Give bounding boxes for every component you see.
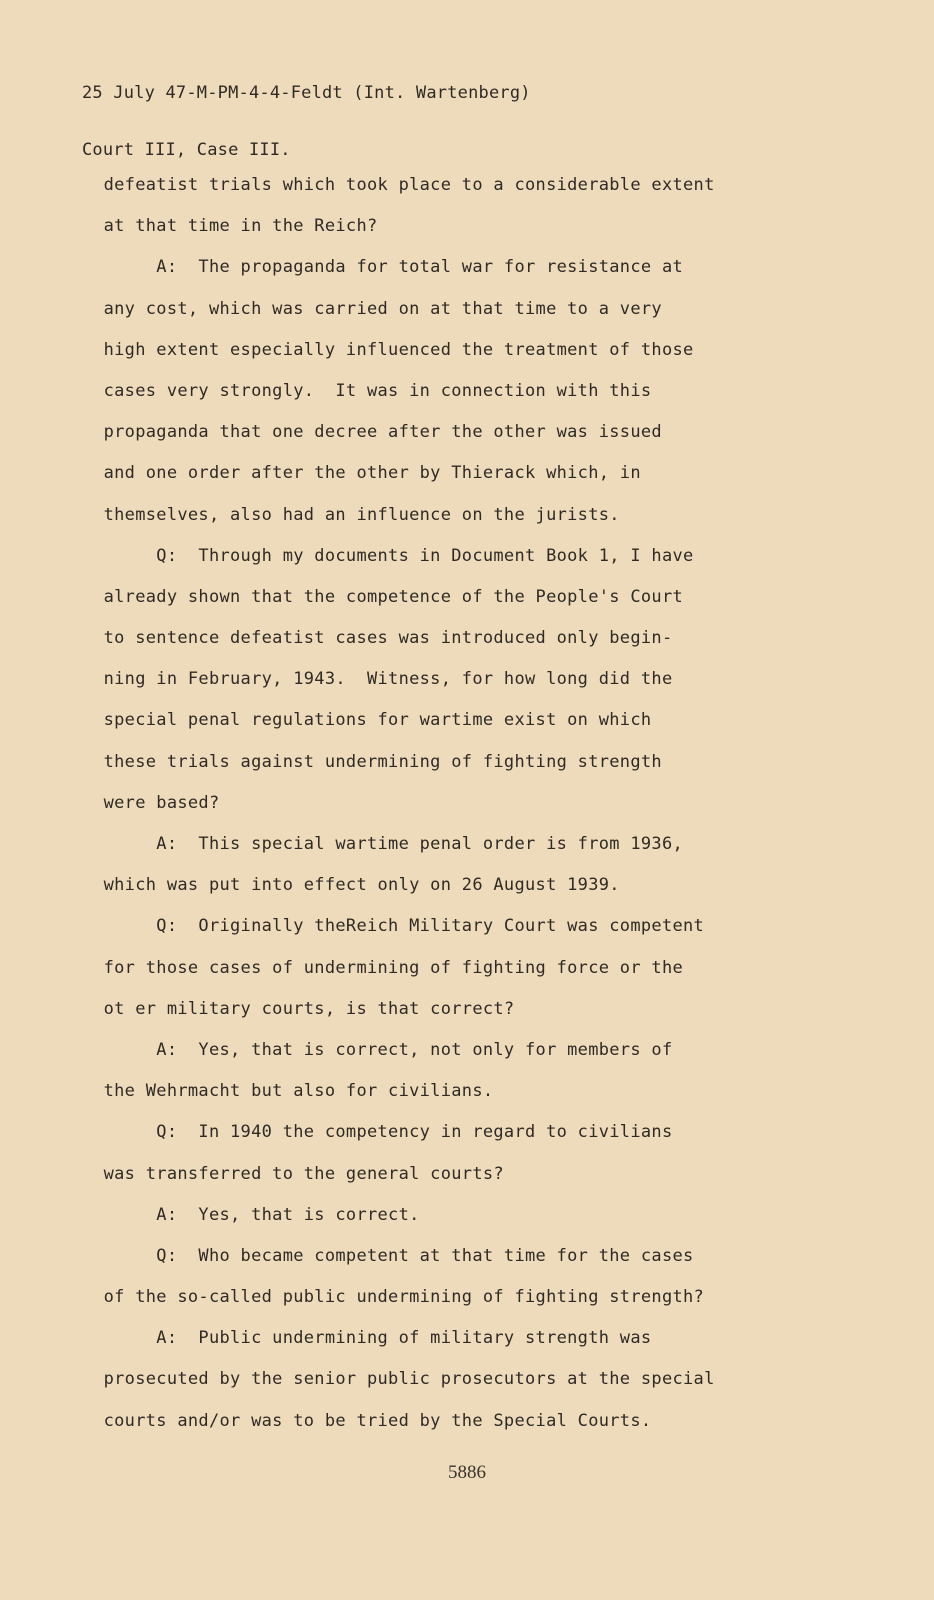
text-line: Q: In 1940 the competency in regard to civilians [72,1122,673,1143]
page-number: 5886 [448,1462,486,1483]
text-line: the Wehrmacht but also for civilians. [72,1081,494,1102]
text-line: any cost, which was carried on at that time to a very [72,298,662,319]
text-line: to sentence defeatist cases was introduced only begin- [72,628,673,649]
text-line: high extent especially influenced the treatment of those [72,339,694,360]
text-line: ot er military courts, is that correct? [72,998,515,1019]
text-line: defeatist trials which took place to a considerable extent [72,175,715,195]
text-line: for those cases of undermining of fighting force or the [72,957,684,978]
transcript-body [72,165,792,1442]
text-line: A: Yes, that is correct, not only for members of [72,1039,673,1060]
text-line: were based? [72,792,220,813]
text-line: these trials against undermining of fighting strength [72,751,662,772]
text-line: Q: Originally theReich Military Court was competent [72,916,705,937]
text-line: ning in February, 1943. Witness, for how long did the [72,669,673,690]
text-line: cases very strongly. It was in connection with this [72,380,652,401]
text-line: A: Public undermining of military strength was [72,1328,652,1349]
header-line-2: Court III, Case III. [82,140,291,160]
text-line: which was put into effect only on 26 August 1939. [72,875,620,896]
text-line: A: Yes, that is correct. [72,1204,420,1225]
text-line: was transferred to the general courts? [72,1163,504,1184]
text-line: A: This special wartime penal order is from 1936, [72,834,684,854]
text-line: Q: Through my documents in Document Book 1, I have [72,545,694,566]
text-line: courts and/or was to be tried by the Special Courts. [72,1410,652,1431]
text-line: propaganda that one decree after the other was issued [72,422,662,443]
text-line: prosecuted by the senior public prosecutors at the special [72,1369,715,1390]
text-line: special penal regulations for wartime exist on which [72,710,652,731]
text-line: of the so-called public undermining of fighting strength? [72,1287,705,1308]
text-line: themselves, also had an influence on the jurists. [72,504,620,525]
text-line: Q: Who became competent at that time for the cases [72,1245,694,1266]
text-line: A: The propaganda for total war for resistance at [72,257,684,278]
header-line-1: 25 July 47-M-PM-4-4-Feldt (Int. Wartenberg) [82,83,531,103]
text-line: and one order after the other by Thierack which, in [72,463,641,484]
text-line: already shown that the competence of the People's Court [72,586,684,607]
text-line: at that time in the Reich? [72,216,378,237]
